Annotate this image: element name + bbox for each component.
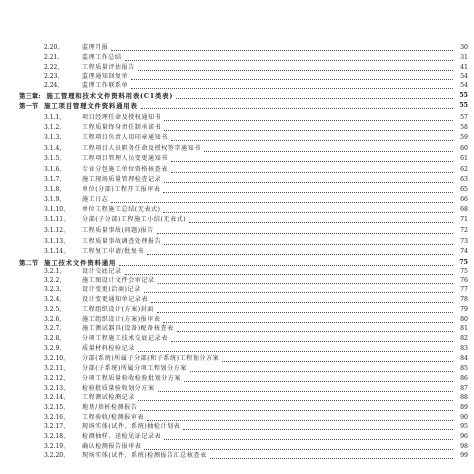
toc-page-number: 95 xyxy=(460,423,468,430)
toc-number: 3.1.6、 xyxy=(44,166,66,173)
toc-title: 监理工作联系单 xyxy=(82,82,129,89)
toc-title: 工程验收/检测报审表 xyxy=(82,414,145,421)
toc-entry[interactable] xyxy=(0,443,474,451)
toc-number: 3.2.2、 xyxy=(44,277,66,284)
toc-entry[interactable] xyxy=(0,325,474,333)
toc-page-number: 54 xyxy=(460,73,468,80)
toc-number: 3.1.12、 xyxy=(44,227,70,234)
dot-leader xyxy=(138,351,453,352)
toc-title: 分部(系统)所属子分部(和子系统)工程划分方案 xyxy=(82,355,220,362)
toc-number: 3.1.1、 xyxy=(44,114,66,121)
toc-entry[interactable] xyxy=(0,145,474,153)
toc-entry[interactable] xyxy=(0,196,474,204)
toc-entry[interactable] xyxy=(0,124,474,132)
toc-page-number: 55 xyxy=(459,102,468,109)
toc-number: 3.1.10、 xyxy=(44,206,70,213)
toc-number: 3.2.14、 xyxy=(44,394,70,401)
toc-page-number: 96 xyxy=(460,433,468,440)
toc-entry[interactable] xyxy=(0,176,474,184)
dot-leader xyxy=(111,202,453,203)
dot-leader xyxy=(158,391,453,392)
toc-title: 施工日志 xyxy=(82,196,109,203)
dot-leader xyxy=(171,140,453,141)
toc-entry[interactable] xyxy=(0,186,474,194)
toc-entry[interactable] xyxy=(0,404,474,412)
toc-title: 施工组织设计(方案)报审表 xyxy=(82,316,161,323)
toc-number: 3.2.20、 xyxy=(44,452,70,459)
toc-entry[interactable] xyxy=(0,316,474,324)
dot-leader xyxy=(177,331,453,332)
toc-title: 监理工作总结 xyxy=(82,54,122,61)
toc-title: 监理通知回复单 xyxy=(82,73,129,80)
dot-leader xyxy=(164,120,453,121)
dot-leader xyxy=(144,292,453,293)
toc-page-number: 86 xyxy=(460,375,468,382)
dot-leader xyxy=(147,420,453,421)
dot-leader xyxy=(163,192,453,193)
toc-number: 第二节 xyxy=(19,259,39,267)
dot-leader xyxy=(131,79,453,80)
toc-number: 2.22、 xyxy=(44,64,64,71)
toc-title: 分部(子分部)工程施工小结(无表式) xyxy=(82,216,187,223)
toc-number: 3.2.6、 xyxy=(44,316,66,323)
toc-number: 3.1.4、 xyxy=(44,145,66,152)
toc-number: 3.1.3、 xyxy=(44,134,66,141)
toc-number: 3.1.8、 xyxy=(44,186,66,193)
dot-leader xyxy=(144,449,453,450)
toc-page-number: 83 xyxy=(460,345,468,352)
dot-leader xyxy=(210,458,453,459)
toc-number: 3.1.11、 xyxy=(44,216,70,223)
toc-number: 第三章: xyxy=(19,92,41,100)
toc-title: 检测抽样、送检见证记录表 xyxy=(82,433,162,440)
toc-number: 3.2.4、 xyxy=(44,296,66,303)
dot-leader xyxy=(171,172,453,173)
toc-title: 工程质量评估报告 xyxy=(82,64,135,71)
toc-number: 3.2.10、 xyxy=(44,355,70,362)
toc-number: 3.1.13、 xyxy=(44,238,70,245)
toc-title: 设计交底记录 xyxy=(82,268,122,275)
toc-number: 3.2.5、 xyxy=(44,306,66,313)
toc-entry[interactable] xyxy=(0,64,474,72)
toc-title: 施工现场质量管理检查记录 xyxy=(82,176,162,183)
toc-entry[interactable] xyxy=(0,166,474,174)
toc-number: 3.1.5、 xyxy=(44,155,66,162)
dot-leader xyxy=(131,88,453,89)
toc-page-number: 76 xyxy=(460,277,468,284)
dot-leader xyxy=(119,265,453,266)
dot-leader xyxy=(138,400,453,401)
toc-page-number: 54 xyxy=(460,82,468,89)
toc-number: 3.2.7、 xyxy=(44,325,66,332)
toc-entry[interactable] xyxy=(0,206,474,214)
toc-page-number: 98 xyxy=(460,443,468,450)
toc-page-number: 81 xyxy=(460,325,468,332)
toc-entry[interactable] xyxy=(0,306,474,314)
toc-number: 3.2.8、 xyxy=(44,335,66,342)
toc-title: 地基/基桩检测报告 xyxy=(82,404,138,411)
toc-title: 监理月报 xyxy=(82,44,109,51)
toc-title: 单位(分部)工程开工报审表 xyxy=(82,186,161,193)
toc-title: 工程质量终身责任制承诺书 xyxy=(82,124,162,131)
toc-entry[interactable] xyxy=(0,268,474,276)
dot-leader xyxy=(171,341,453,342)
dot-leader xyxy=(204,151,453,152)
toc-entry[interactable] xyxy=(0,114,474,122)
toc-page-number: 89 xyxy=(460,404,468,411)
toc-entry[interactable] xyxy=(0,277,474,285)
toc-title: 设计变更(洽商)记录 xyxy=(82,286,141,293)
toc-entry[interactable] xyxy=(0,238,474,246)
toc-title: 分部(子系统)所属分项工程划分方案 xyxy=(82,365,187,372)
toc-number: 3.1.14、 xyxy=(44,248,70,255)
toc-page-number: 80 xyxy=(460,316,468,323)
dot-leader xyxy=(147,254,453,255)
toc-entry[interactable] xyxy=(0,394,474,402)
toc-entry[interactable] xyxy=(0,248,474,256)
dot-leader xyxy=(171,161,453,162)
toc-title: 工程复工申请/批复书 xyxy=(82,248,145,255)
toc-page-number: 88 xyxy=(460,394,468,401)
toc-number: 3.2.11、 xyxy=(44,365,70,372)
toc-heading[interactable] xyxy=(0,102,474,110)
toc-title: 专业分包施工单位资格核查表 xyxy=(82,166,168,173)
toc-heading[interactable] xyxy=(0,259,474,267)
dot-leader xyxy=(125,60,453,61)
toc-page-number: 82 xyxy=(460,335,468,342)
toc-number: 3.2.3、 xyxy=(44,286,66,293)
dot-leader xyxy=(164,439,453,440)
toc-title: 确认检测报告报审表 xyxy=(82,443,142,450)
toc-entry[interactable] xyxy=(0,216,474,224)
toc-page-number: 78 xyxy=(460,296,468,303)
toc-page-number: 73 xyxy=(460,238,468,245)
toc-title: 工程项目管理人员变更通知书 xyxy=(82,155,168,162)
dot-leader xyxy=(141,108,453,109)
toc-title: 施工管理和技术文件资料用表(C1类表) xyxy=(46,92,174,100)
toc-number: 3.1.2、 xyxy=(44,124,66,131)
toc-page-number: 77 xyxy=(460,286,468,293)
toc-title: 工程质量事故(问题)报告 xyxy=(82,227,154,234)
dot-leader xyxy=(163,322,453,323)
toc-page-number: 58 xyxy=(460,124,468,131)
dot-leader xyxy=(111,50,453,51)
dot-leader xyxy=(164,130,453,131)
toc-number: 2.24、 xyxy=(44,82,64,89)
toc-page-number: 59 xyxy=(460,134,468,141)
toc-page-number: 30 xyxy=(460,44,468,51)
toc-title: 分项工程施工技术交底记录表 xyxy=(82,335,168,342)
toc-entry[interactable] xyxy=(0,73,474,81)
toc-entry[interactable] xyxy=(0,134,474,142)
toc-page-number: 84 xyxy=(460,355,468,362)
dot-leader xyxy=(138,70,453,71)
toc-entry[interactable] xyxy=(0,452,474,460)
toc-title: 检验批质量验收划分方案 xyxy=(82,385,155,392)
toc-page-number: 66 xyxy=(460,196,468,203)
dot-leader xyxy=(190,371,453,372)
toc-number: 2.21、 xyxy=(44,54,64,61)
dot-leader xyxy=(140,410,453,411)
toc-page-number: 62 xyxy=(460,166,468,173)
toc-page-number: 87 xyxy=(460,385,468,392)
toc-page-number: 71 xyxy=(460,216,468,223)
toc-number: 3.1.9、 xyxy=(44,196,66,203)
toc-title: 施工技术文件资料通用 xyxy=(44,259,117,267)
toc-title: 工程组织设计(方案)封面 xyxy=(82,306,154,313)
dot-leader xyxy=(158,283,453,284)
toc-page-number: 55 xyxy=(459,92,468,99)
toc-number: 3.2.19、 xyxy=(44,443,70,450)
toc-title: 施工图设计文件会审记录 xyxy=(82,277,155,284)
toc-number: 3.2.1、 xyxy=(44,268,66,275)
toc-number: 3.2.18、 xyxy=(44,433,70,440)
toc-page-number: 31 xyxy=(460,54,468,61)
toc-entry[interactable] xyxy=(0,286,474,294)
toc-title: 工程项目人员职务任命及授权签字通知书 xyxy=(82,145,201,152)
toc-title: 工程质量事故调查处理报告 xyxy=(82,238,162,245)
dot-leader xyxy=(176,98,453,99)
toc-title: 单位工程施工总结(无表式) xyxy=(82,206,161,213)
toc-number: 第一节 xyxy=(19,102,39,110)
toc-title: 现场实体(试件、系统)抽检计划表 xyxy=(82,423,181,430)
toc-page-number: 68 xyxy=(460,206,468,213)
toc-page-number: 57 xyxy=(460,114,468,121)
dot-leader xyxy=(189,222,453,223)
toc-title: 现场实体(试件、系统)检测报告汇总核查表 xyxy=(82,452,207,459)
toc-title: 工程测试检测记录 xyxy=(82,394,135,401)
toc-entry[interactable] xyxy=(0,433,474,441)
toc-page-number: 61 xyxy=(460,155,468,162)
toc-entry[interactable] xyxy=(0,227,474,235)
toc-number: 3.1.7、 xyxy=(44,176,66,183)
toc-page-number: 41 xyxy=(460,64,468,71)
toc-title: 施工测试器具(设备)配备核查表 xyxy=(82,325,174,332)
toc-entry[interactable] xyxy=(0,375,474,383)
toc-entry[interactable] xyxy=(0,296,474,304)
toc-page-number: 74 xyxy=(460,248,468,255)
dot-leader xyxy=(183,429,453,430)
toc-entry[interactable] xyxy=(0,385,474,393)
toc-entry[interactable] xyxy=(0,54,474,62)
toc-page-number: 79 xyxy=(460,306,468,313)
toc-entry[interactable] xyxy=(0,423,474,431)
toc-page-number: 60 xyxy=(460,145,468,152)
toc-number: 3.2.9、 xyxy=(44,345,66,352)
toc-page-number: 63 xyxy=(460,176,468,183)
toc-entry[interactable] xyxy=(0,82,474,90)
toc-page-number: 85 xyxy=(460,365,468,372)
dot-leader xyxy=(125,274,453,275)
toc-number: 2.20、 xyxy=(44,44,64,51)
dot-leader xyxy=(157,233,453,234)
toc-title: 项目经理任命及授权通知书 xyxy=(82,114,162,121)
dot-leader xyxy=(163,212,453,213)
toc-page-number: 75 xyxy=(460,268,468,275)
toc-number: 3.2.15、 xyxy=(44,404,70,411)
toc-number: 3.2.16、 xyxy=(44,414,70,421)
toc-title: 工程项目负责人用印章通知书 xyxy=(82,134,168,141)
toc-title: 质量材料检验记录 xyxy=(82,345,135,352)
toc-title: 设计变更通知单记录表 xyxy=(82,296,149,303)
toc-page-number: 90 xyxy=(460,414,468,421)
toc-page-number: 99 xyxy=(460,452,468,459)
toc-page-number: 65 xyxy=(460,186,468,193)
dot-leader xyxy=(164,182,453,183)
toc-entry[interactable] xyxy=(0,365,474,373)
toc-title: 分项工程质量验收检验批划分方案 xyxy=(82,375,182,382)
dot-leader xyxy=(184,381,453,382)
dot-leader xyxy=(157,312,453,313)
dot-leader xyxy=(164,244,453,245)
toc-entry[interactable] xyxy=(0,345,474,353)
toc-entry[interactable] xyxy=(0,44,474,52)
dot-leader xyxy=(151,302,453,303)
toc-entry[interactable] xyxy=(0,414,474,422)
toc-number: 3.2.12、 xyxy=(44,375,70,382)
toc-number: 3.2.17、 xyxy=(44,423,70,430)
toc-page-number: 75 xyxy=(459,259,468,266)
toc-heading[interactable] xyxy=(0,92,474,100)
dot-leader xyxy=(222,361,453,362)
toc-number: 3.2.13、 xyxy=(44,385,70,392)
toc-entry[interactable] xyxy=(0,335,474,343)
toc-entry[interactable] xyxy=(0,355,474,363)
toc-title: 施工项目管理文件资料通用表 xyxy=(44,102,138,110)
toc-page-number: 72 xyxy=(460,227,468,234)
toc-entry[interactable] xyxy=(0,155,474,163)
toc-number: 2.23、 xyxy=(44,73,64,80)
